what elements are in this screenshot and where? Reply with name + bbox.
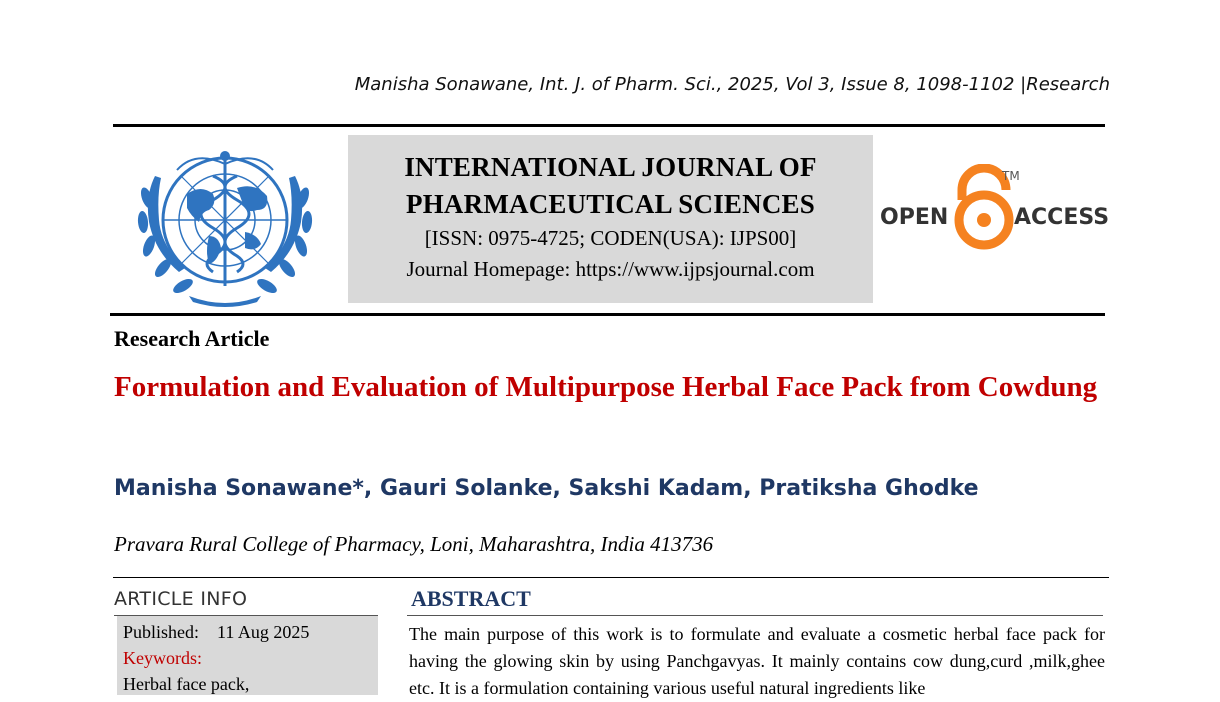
- abstract-text: The main purpose of this work is to formulate and evaluate a cosmetic herbal face pack for having the glowing skin by using Panchgavyas. It mainly contains cow dung,curd ,milk,ghee etc. It is a formulation containing various useful natural ingredients like: [409, 624, 1105, 698]
- trademark-mark: TM: [1002, 169, 1020, 183]
- keywords-label: Keywords:: [123, 648, 202, 668]
- section-divider: [113, 577, 1109, 578]
- issn-line: [ISSN: 0975-4725; CODEN(USA): IJPS00]: [424, 226, 797, 250]
- published-label: Published:: [123, 622, 200, 642]
- abstract-heading: ABSTRACT: [411, 586, 531, 611]
- article-type-label: Research Article: [114, 326, 270, 351]
- journal-title-line-2: PHARMACEUTICAL SCIENCES: [406, 189, 815, 219]
- masthead-bottom-rule: [110, 313, 1105, 316]
- journal-title: [348, 149, 873, 223]
- keyword-item: Herbal face pack,: [123, 674, 250, 694]
- article-title: Formulation and Evaluation of Multipurpose Herbal Face Pack from Cowdung: [114, 371, 1098, 403]
- published-date: 11 Aug 2025: [217, 622, 310, 642]
- running-head: Manisha Sonawane, Int. J. of Pharm. Sci., 2025, Vol 3, Issue 8, 1098-1102 |Research: [354, 74, 1110, 95]
- author-affiliation: Pravara Rural College of Pharmacy, Loni, Maharashtra, India 413736: [114, 532, 714, 556]
- author-list: Manisha Sonawane*, Gauri Solanke, Sakshi Kadam, Pratiksha Ghodke: [114, 476, 979, 501]
- article-info-heading: ARTICLE INFO: [114, 588, 248, 610]
- open-access-logo-icon: [878, 164, 1110, 254]
- article-info-box: [117, 616, 378, 695]
- open-access-word-open: OPEN: [880, 205, 949, 230]
- journal-masthead: [348, 135, 873, 303]
- journal-homepage-line: Journal Homepage: https://www.ijpsjournal.com: [406, 257, 815, 281]
- journal-title-line-1: INTERNATIONAL JOURNAL OF: [404, 152, 817, 182]
- journal-emblem-icon: [125, 136, 325, 308]
- top-rule: [113, 124, 1105, 127]
- open-access-word-access: ACCESS: [1014, 205, 1110, 230]
- published-row: [123, 619, 378, 645]
- abstract-rule: [407, 615, 1103, 616]
